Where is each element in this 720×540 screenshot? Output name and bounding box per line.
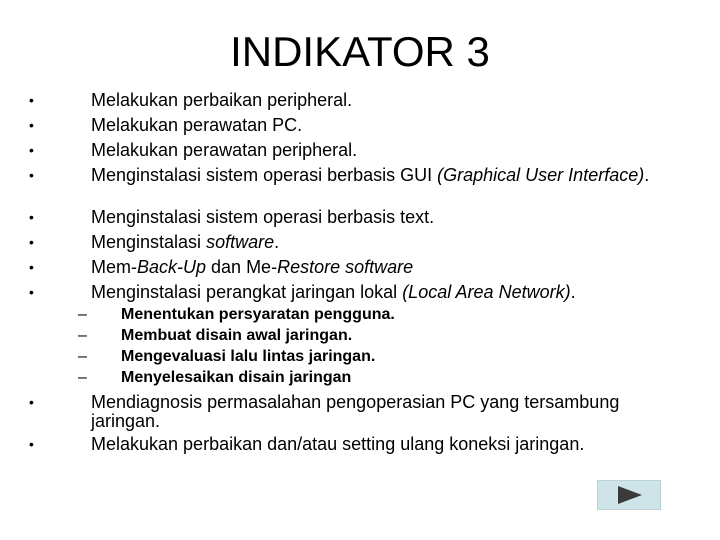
bullet-text-part: .	[644, 165, 650, 185]
bullet-glyph: •	[29, 117, 34, 133]
bullet-text	[91, 166, 691, 185]
bullet-text	[91, 91, 691, 110]
bullet-text-part: (Local Area Network)	[402, 282, 571, 302]
bullet-text	[91, 393, 691, 431]
bullet-text-part: Menginstalasi	[91, 232, 207, 252]
bullet-text	[91, 208, 691, 227]
bullet-text-part: Melakukan perawatan peripheral.	[91, 140, 358, 160]
bullet-text-part: (Graphical User Interface)	[437, 165, 645, 185]
dash-glyph: –	[78, 348, 87, 365]
bullet-text	[91, 233, 691, 252]
bullet-text-part: Back-Up	[137, 257, 207, 277]
bullet-text	[91, 116, 691, 135]
bullet-glyph: •	[29, 259, 34, 275]
sub-item-text: Membuat disain awal jaringan.	[121, 327, 353, 344]
bullet-text-part: Melakukan perbaikan peripheral.	[91, 90, 353, 110]
bullet-text	[91, 435, 691, 454]
bullet-glyph: •	[29, 209, 34, 225]
bullet-text-part: Mendiagnosis permasalahan pengoperasian PC yang tersambung jaringan.	[91, 392, 620, 431]
sub-item-text: Menentukan persyaratan pengguna.	[121, 306, 395, 323]
bullet-glyph: •	[29, 394, 34, 410]
slide-title: INDIKATOR 3	[230, 28, 490, 75]
bullet-text-part: Melakukan perawatan PC.	[91, 115, 303, 135]
bullet-text-part: Melakukan perbaikan dan/atau setting ulang koneksi jaringan.	[91, 434, 585, 454]
sub-item-text: Mengevaluasi lalu lintas jaringan.	[121, 348, 376, 365]
sub-item-text: Menyelesaikan disain jaringan	[121, 369, 352, 386]
dash-glyph: –	[78, 327, 87, 344]
bullet-text-part: Menginstalasi perangkat jaringan lokal	[91, 282, 403, 302]
bullet-text-part: software	[206, 232, 275, 252]
play-next-icon	[617, 485, 643, 505]
bullet-glyph: •	[29, 167, 34, 183]
bullet-text-part: dan Me-	[206, 257, 278, 277]
bullet-glyph: •	[29, 142, 34, 158]
bullet-glyph: •	[29, 436, 34, 452]
bullet-text	[91, 258, 691, 277]
bullet-text-part: Restore software	[277, 257, 414, 277]
dash-glyph: –	[78, 306, 87, 323]
next-slide-button[interactable]	[597, 480, 661, 510]
dash-glyph: –	[78, 369, 87, 386]
bullet-glyph: •	[29, 92, 34, 108]
bullet-text-part: Menginstalasi sistem operasi berbasis text.	[91, 207, 435, 227]
bullet-text	[91, 283, 691, 302]
bullet-glyph: •	[29, 234, 34, 250]
bullet-text-part: .	[570, 282, 576, 302]
bullet-glyph: •	[29, 284, 34, 300]
bullet-text-part: Mem-	[91, 257, 137, 277]
bullet-text-part: .	[274, 232, 280, 252]
bullet-text	[91, 141, 691, 160]
bullet-text-part: Menginstalasi sistem operasi berbasis GUI	[91, 165, 438, 185]
